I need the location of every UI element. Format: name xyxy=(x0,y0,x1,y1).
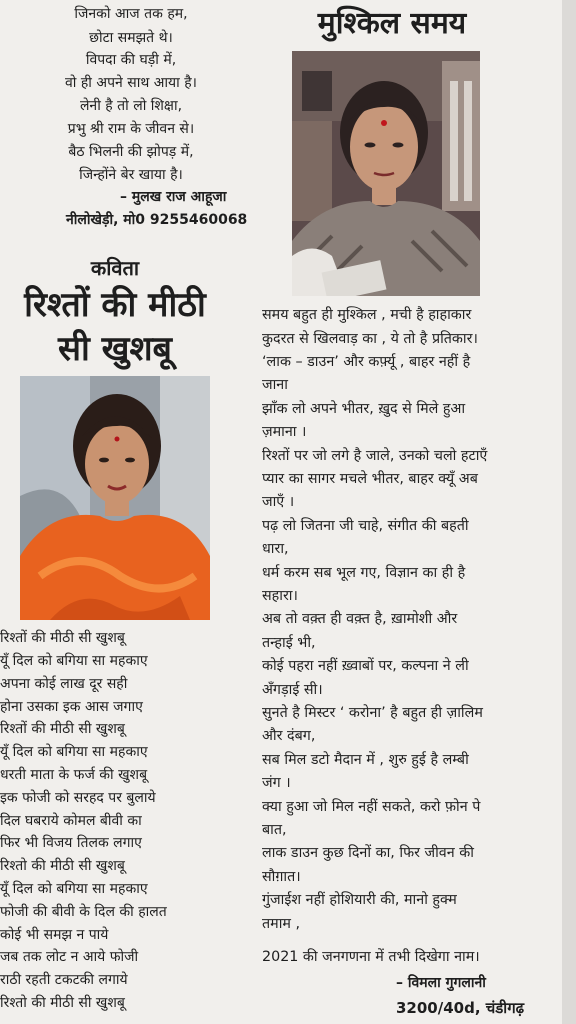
poem-line: राठी रहती टकटकी लगाये xyxy=(0,972,128,988)
left-article-title-line2: सी खुशबू xyxy=(58,329,172,369)
poem-line: लेनी है तो लो शिक्षा, xyxy=(79,98,183,114)
poem-line: वो ही अपने साथ आया है। xyxy=(65,75,197,91)
poem-line: रिश्तों की मीठी सी खुशबू xyxy=(0,721,125,737)
left-top-author: – मुलख राज आहूजा xyxy=(120,189,227,205)
poem-line: सब मिल डटो मैदान में , शुरु हुई है लम्बी xyxy=(262,752,469,768)
poem-line: धरती माता के फर्ज की खुशबू xyxy=(0,767,148,783)
poem-line: अब तो वक़्त ही वक़्त है, ख़ामोशी और xyxy=(262,611,458,627)
section-label: कविता xyxy=(90,256,140,280)
right-author-photo xyxy=(292,51,480,296)
poem-line: रिश्तों की मीठी सी खुशबू xyxy=(0,630,125,646)
poem-line: विपदा की घड़ी में, xyxy=(85,52,177,68)
poem-line: जंग । xyxy=(262,775,291,791)
poem-line: 2021 की जनगणना में तभी दिखेगा नाम। xyxy=(262,949,480,965)
poem-line: फोजी की बीवी के दिल की हालत xyxy=(0,904,167,920)
poem-line: यूँ दिल को बगिया सा महकाए xyxy=(0,653,148,669)
poem-line: धारा, xyxy=(262,541,289,557)
poem-line: होना उसका इक आस जगाए xyxy=(0,699,143,715)
poem-line: बैठ भिलनी की झोपड़ में, xyxy=(68,144,194,160)
poem-line: पढ़ लो जितना जी चाहे, संगीत की बहती xyxy=(262,518,469,534)
poem-line: कोई भी समझ न पाये xyxy=(0,927,109,943)
poem-line: जाना xyxy=(262,377,288,393)
poem-line: कुदरत से खिलवाड़ का , ये तो है प्रतिकार। xyxy=(262,331,478,347)
left-article-title-line1: रिश्तों की मीठी xyxy=(24,285,206,325)
poem-line: प्यार का सागर मचले भीतर, बाहर क्यूँ अब xyxy=(262,471,478,487)
poem-line: अँगड़ाई सी। xyxy=(262,682,323,698)
poem-line: रिश्तो की मीठी सी खुशबू xyxy=(0,995,125,1011)
poem-line: समय बहुत ही मुश्किल , मची है हाहाकार xyxy=(262,307,472,323)
poem-line: रिश्तो की मीठी सी खुशबू xyxy=(0,858,125,874)
poem-line: सौग़ात। xyxy=(262,869,301,885)
poem-line: अपना कोई लाख दूर सही xyxy=(0,676,128,692)
poem-line: तमाम , xyxy=(262,916,301,932)
left-top-address: नीलोखेड़ी, मो0 9255460068 xyxy=(66,212,248,228)
poem-line: दिल घबराये कोमल बीवी का xyxy=(0,813,142,829)
poem-line: इक फोजी को सरहद पर बुलाये xyxy=(0,790,156,806)
poem-line: लाक डाउन कुछ दिनों का, फिर जीवन की xyxy=(262,845,474,861)
poem-line: फिर भी विजय तिलक लगाए xyxy=(0,835,142,851)
poem-line: ज़माना । xyxy=(262,424,307,440)
poem-line: धर्म करम सब भूल गए, विज्ञान का ही है xyxy=(262,565,466,581)
left-author-photo xyxy=(20,376,210,620)
poem-line: सहारा। xyxy=(262,588,298,604)
poem-line: प्रभु श्री राम के जीवन से। xyxy=(67,121,195,137)
poem-line: झाँक लो अपने भीतर, ख़ुद से मिले हुआ xyxy=(262,401,466,417)
poem-line: जब तक लोट न आये फोजी xyxy=(0,949,139,965)
poem-line: तन्हाई भी, xyxy=(262,635,316,651)
poem-line: रिश्तों पर जो लगे है जाले, उनको चलो हटाएँ xyxy=(262,448,488,464)
poem-line: कोई पहरा नहीं ख़्वाबों पर, कल्पना ने ली xyxy=(262,658,469,674)
poem-line: सुनते है मिस्टर ‘ करोना’ है बहुत ही ज़ालिम xyxy=(262,705,483,721)
poem-line: जिन्होंने बेर खाया है। xyxy=(79,167,183,183)
poem-line: बात, xyxy=(262,822,287,838)
poem-line: यूँ दिल को बगिया सा महकाए xyxy=(0,881,148,897)
right-author: – विमला गुगलानी xyxy=(396,975,486,991)
poem-line: यूँ दिल को बगिया सा महकाए xyxy=(0,744,148,760)
page-edge-shadow xyxy=(562,0,576,1024)
poem-line: जाएँ । xyxy=(262,494,295,510)
poem-line: गुंजाईश नहीं होशियारी की, मानो हुक्म xyxy=(262,892,457,908)
poem-line: छोटा समझते थे। xyxy=(89,30,173,46)
poem-line: और दंबग, xyxy=(262,728,316,744)
poem-line: क्या हुआ जो मिल नहीं सकते, करो फ़ोन पे xyxy=(262,799,481,815)
poem-line: ‘लाक – डाउन’ और कर्फ़्यू , बाहर नहीं है xyxy=(262,354,471,370)
right-article-title: मुश्किल समय xyxy=(317,6,467,41)
poem-line: जिनको आज तक हम, xyxy=(74,6,188,22)
right-address: 3200/40d, चंडीगढ़ xyxy=(396,999,525,1017)
